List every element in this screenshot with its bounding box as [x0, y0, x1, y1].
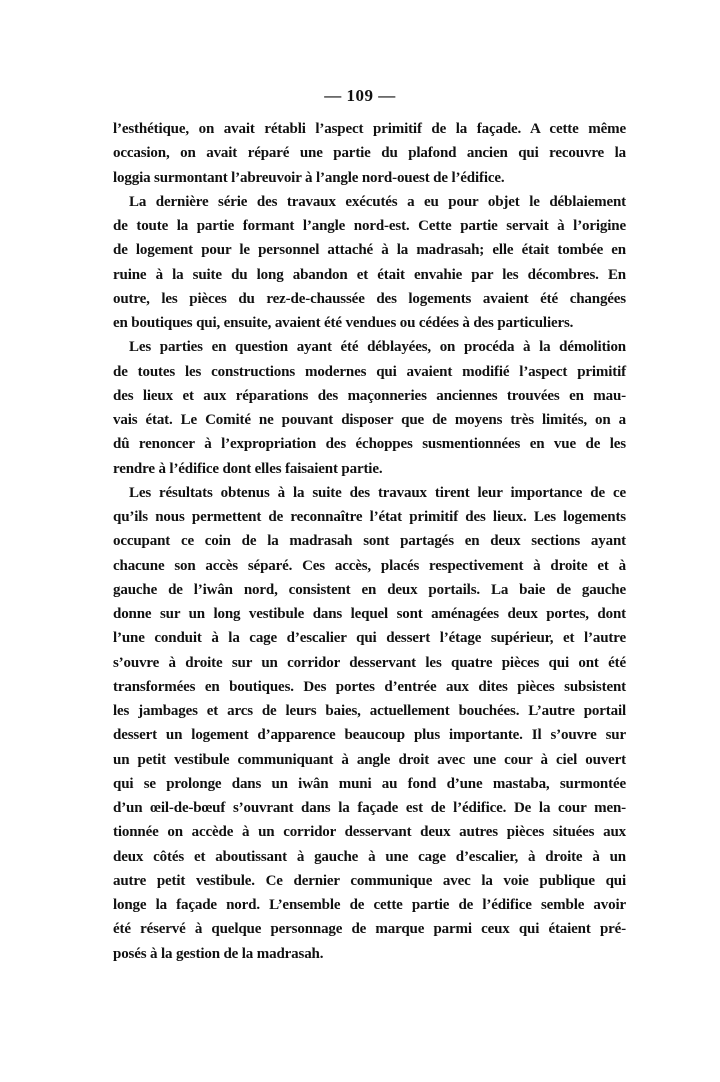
text-line: s’ouvre à droite sur un corridor desservant les quatre pièces qui ont été	[113, 654, 626, 671]
text-line: tionnée on accède à un corridor desservant deux autres pièces situées aux	[113, 824, 626, 841]
text-line: d’un œil-de-bœuf s’ouvrant dans la façade est de l’édifice. De la cour men-	[113, 800, 626, 816]
text-line: qu’ils nous permettent de reconnaître l’état primitif des lieux. Les logements	[113, 509, 626, 525]
text-line: de toute la partie formant l’angle nord-est. Cette partie servait à l’origine	[113, 218, 626, 234]
text-line: loggia surmontant l’abreuvoir à l’angle nord-ouest de l’édifice.	[113, 169, 505, 186]
text-line: gauche de l’iwân nord, consistent en deux portails. La baie de gauche	[113, 581, 626, 598]
text-line: les jambages et arcs de leurs baies, actuellement bouchées. L’autre portail	[113, 703, 626, 719]
text-line: donne sur un long vestibule dans lequel sont aménagées deux portes, dont	[113, 606, 626, 622]
text-line: dessert un logement d’apparence beaucoup plus importante. Il s’ouvre sur	[113, 727, 626, 744]
text-line: des lieux et aux réparations des maçonneries anciennes trouvées en mau-	[113, 387, 626, 404]
text-line: posés à la gestion de la madrasah.	[113, 945, 324, 962]
text-line: de logement pour le personnel attaché à la madrasah; elle était tombée en	[113, 242, 626, 259]
text-line: Les résultats obtenus à la suite des travaux tirent leur importance de ce	[129, 484, 626, 501]
text-line: transformées en boutiques. Des portes d’entrée aux dites pièces subsistent	[113, 678, 626, 695]
text-line: l’esthétique, on avait rétabli l’aspect primitif de la façade. A cette même	[113, 121, 626, 137]
text-line: occasion, on avait réparé une partie du plafond ancien qui recouvre la	[113, 145, 626, 162]
body-text	[113, 117, 626, 966]
text-line: été réservé à quelque personnage de marque parmi ceux qui étaient pré-	[113, 921, 626, 938]
text-line: dû renoncer à l’expropriation des échoppes susmentionnées en vue de les	[113, 436, 626, 453]
text-line: deux côtés et aboutissant à gauche à une cage d’escalier, à droite à un	[113, 848, 626, 865]
text-line: chacune son accès séparé. Ces accès, placés respectivement à droite et à	[113, 557, 626, 574]
text-line: occupant ce coin de la madrasah sont partagés en deux sections ayant	[113, 533, 626, 550]
text-line: qui se prolonge dans un iwân muni au fond d’une mastaba, surmontée	[113, 775, 626, 792]
text-line: en boutiques qui, ensuite, avaient été vendues ou cédées à des particuliers.	[113, 315, 574, 331]
text-line: longe la façade nord. L’ensemble de cette partie de l’édifice semble avoir	[113, 897, 626, 913]
page-number: — 109 —	[324, 86, 396, 105]
text-line: de toutes les constructions modernes qui avaient modifié l’aspect primitif	[113, 363, 626, 380]
text-line: un petit vestibule communiquant à angle droit avec une cour à ciel ouvert	[113, 751, 626, 768]
text-line: ruine à la suite du long abandon et était envahie par les décombres. En	[113, 266, 626, 283]
text-line: rendre à l’édifice dont elles faisaient partie.	[113, 460, 383, 477]
text-line: La dernière série des travaux exécutés a eu pour objet le déblaiement	[129, 193, 626, 210]
text-line: vais état. Le Comité ne pouvant disposer que de moyens très limités, on a	[113, 412, 626, 428]
text-line: Les parties en question ayant été déblayées, on procéda à la démolition	[129, 339, 626, 356]
text-line: l’une conduit à la cage d’escalier qui dessert l’étage supérieur, et l’autre	[113, 630, 626, 647]
text-line: outre, les pièces du rez-de-chaussée des logements avaient été changées	[113, 290, 626, 307]
text-line: autre petit vestibule. Ce dernier communique avec la voie publique qui	[113, 872, 626, 889]
